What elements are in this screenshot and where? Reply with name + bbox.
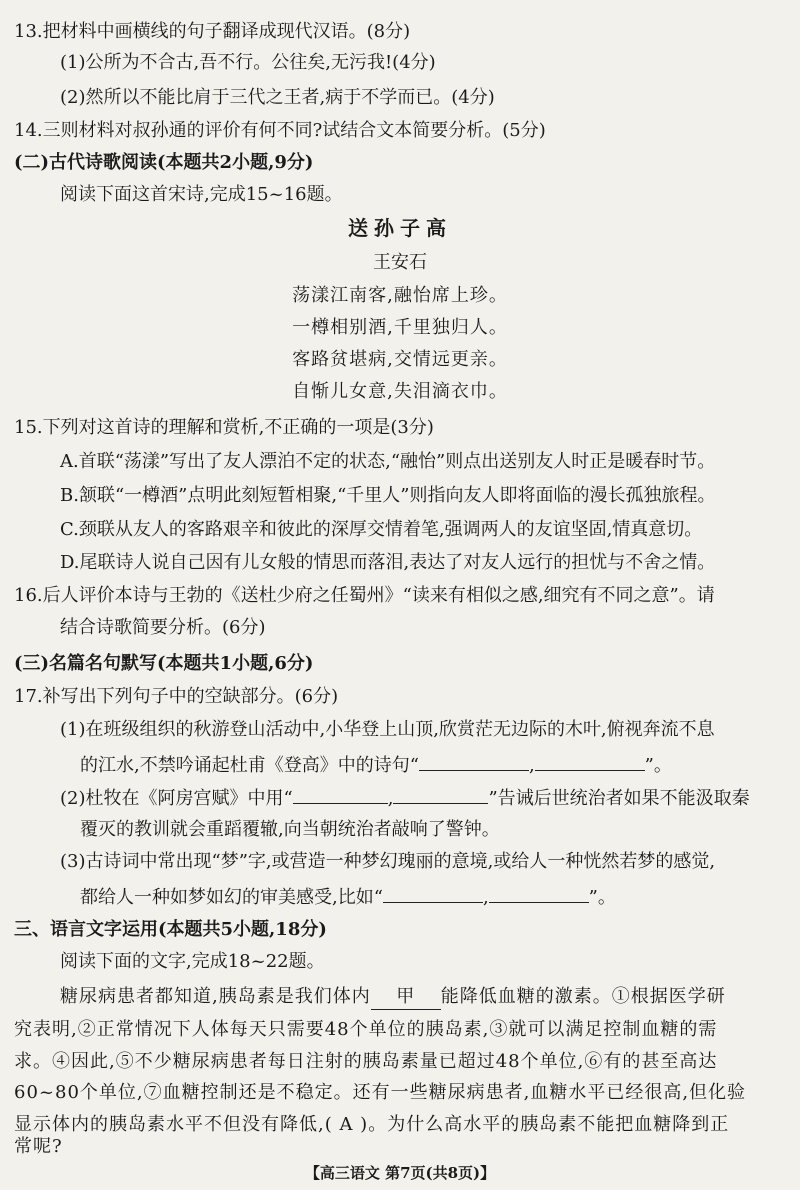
blank-jia[interactable]: 甲 [371, 985, 441, 1010]
q17-part2-line2: 覆灭的教训就会重蹈覆辙,向当朝统治者敲响了警钟。 [80, 819, 500, 840]
q17-part3-line2 [80, 884, 616, 910]
q15-option-d: D.尾联诗人说自己因有儿女般的情思而落泪,表达了对友人远行的担忧与不舍之情。 [60, 552, 716, 573]
q15-option-a: A.首联“荡漾”写出了友人漂泊不定的状态,“融怡”则点出送别友人时正是暖春时节。 [60, 451, 716, 472]
section-recitation-heading: (三)名篇名句默写(本题共1小题,6分) [14, 653, 314, 674]
section-poetry-heading: (二)古代诗歌阅读(本题共2小题,9分) [14, 152, 314, 173]
q14: 14.三则材料对叔孙通的评价有何不同?试结合文本简要分析。(5分) [14, 120, 546, 141]
answer-blank[interactable] [489, 884, 589, 903]
q17-part2-text: (2)杜牧在《阿房宫赋》中用“ [60, 788, 293, 809]
q16-line-1: 16.后人评价本诗与王勃的《送杜少府之任蜀州》“读来有相似之感,细究有不同之意”。请 [14, 585, 715, 606]
q15-title: 15.下列对这首诗的理解和赏析,不正确的一项是(3分) [14, 417, 434, 438]
q17-part1-end: ”。 [644, 755, 672, 776]
poem-line-2: 一樽相别酒,千里独归人。 [292, 317, 508, 338]
passage-text: 能降低血糖的激素。①根据医学研 [440, 986, 726, 1007]
q17-part2-line1 [60, 785, 750, 811]
q17-part1-line2 [80, 752, 672, 778]
section-language-intro: 阅读下面的文字,完成18~22题。 [60, 951, 325, 972]
poem-title: 送孙子高 [348, 216, 452, 240]
q13-sub1: (1)公所为不合古,吾不行。公往矣,无污我!(4分) [60, 52, 436, 73]
passage-line-6: 常呢? [14, 1136, 63, 1157]
q17-part3-text: 都给人一种如梦如幻的审美感受,比如“ [80, 887, 383, 908]
poem-line-1: 荡漾江南客,融怡席上珍。 [292, 285, 508, 306]
q17-part1-text: 的江水,不禁吟诵起杜甫《登高》中的诗句“ [80, 755, 419, 776]
answer-blank[interactable] [535, 752, 645, 771]
q13-title: 13.把材料中画横线的句子翻译成现代汉语。(8分) [14, 21, 411, 42]
poem-author: 王安石 [373, 252, 427, 273]
poem-line-4: 自惭儿女意,失泪滴衣巾。 [292, 381, 508, 402]
section-poetry-intro: 阅读下面这首宋诗,完成15~16题。 [60, 184, 343, 205]
passage-line-4: 60~80个单位,⑦血糖控制还是不稳定。还有一些糖尿病患者,血糖水平已经很高,但化验 [14, 1082, 747, 1103]
passage-line-2: 究表明,②正常情况下人体每天只需要48个单位的胰岛素,③就可以满足控制血糖的需 [14, 1019, 718, 1040]
poem-line-3: 客路贫堪病,交情远更亲。 [292, 349, 508, 370]
section-language-heading: 三、语言文字运用(本题共5小题,18分) [14, 919, 327, 940]
q17-title: 17.补写出下列句子中的空缺部分。(6分) [14, 686, 339, 707]
q15-option-c: C.颈联从友人的客路艰辛和彼此的深厚交情着笔,强调两人的友谊坚固,情真意切。 [60, 519, 703, 540]
q17-part3-end: ”。 [588, 887, 616, 908]
answer-blank[interactable] [393, 785, 488, 804]
answer-blank[interactable] [293, 785, 388, 804]
q17-part3-line1: (3)古诗词中常出现“梦”字,或营造一种梦幻瑰丽的意境,或给人一种恍然若梦的感觉, [60, 851, 716, 872]
q17-part3-comma: , [482, 887, 489, 908]
passage-line-5: 显示体内的胰岛素水平不但没有降低,( A )。为什么高水平的胰岛素不能把血糖降到正 [14, 1114, 730, 1135]
passage-line-1 [60, 985, 726, 1010]
answer-blank[interactable] [383, 884, 483, 903]
q17-part2-comma: , [387, 788, 394, 809]
page-footer: 【高三语文 第7页(共8页)】 [304, 1164, 496, 1182]
passage-line-3: 求。④因此,⑤不少糖尿病患者每日注射的胰岛素量已超过48个单位,⑥有的甚至高达 [14, 1051, 718, 1072]
q15-option-b: B.颔联“一樽酒”点明此刻短暂相聚,“千里人”则指向友人即将面临的漫长孤独旅程。 [60, 485, 716, 506]
answer-blank[interactable] [419, 752, 529, 771]
q17-part2-end: ”告诫后世统治者如果不能汲取秦 [488, 788, 750, 809]
q17-part1-line1: (1)在班级组织的秋游登山活动中,小华登上山顶,欣赏茫无边际的木叶,俯视奔流不息 [60, 719, 715, 740]
passage-text: 糖尿病患者都知道,胰岛素是我们体内 [60, 986, 371, 1007]
q16-line-2: 结合诗歌简要分析。(6分) [60, 617, 266, 638]
q13-sub2: (2)然所以不能比肩于三代之王者,病于不学而已。(4分) [60, 87, 495, 108]
q17-part1-comma: , [528, 755, 535, 776]
